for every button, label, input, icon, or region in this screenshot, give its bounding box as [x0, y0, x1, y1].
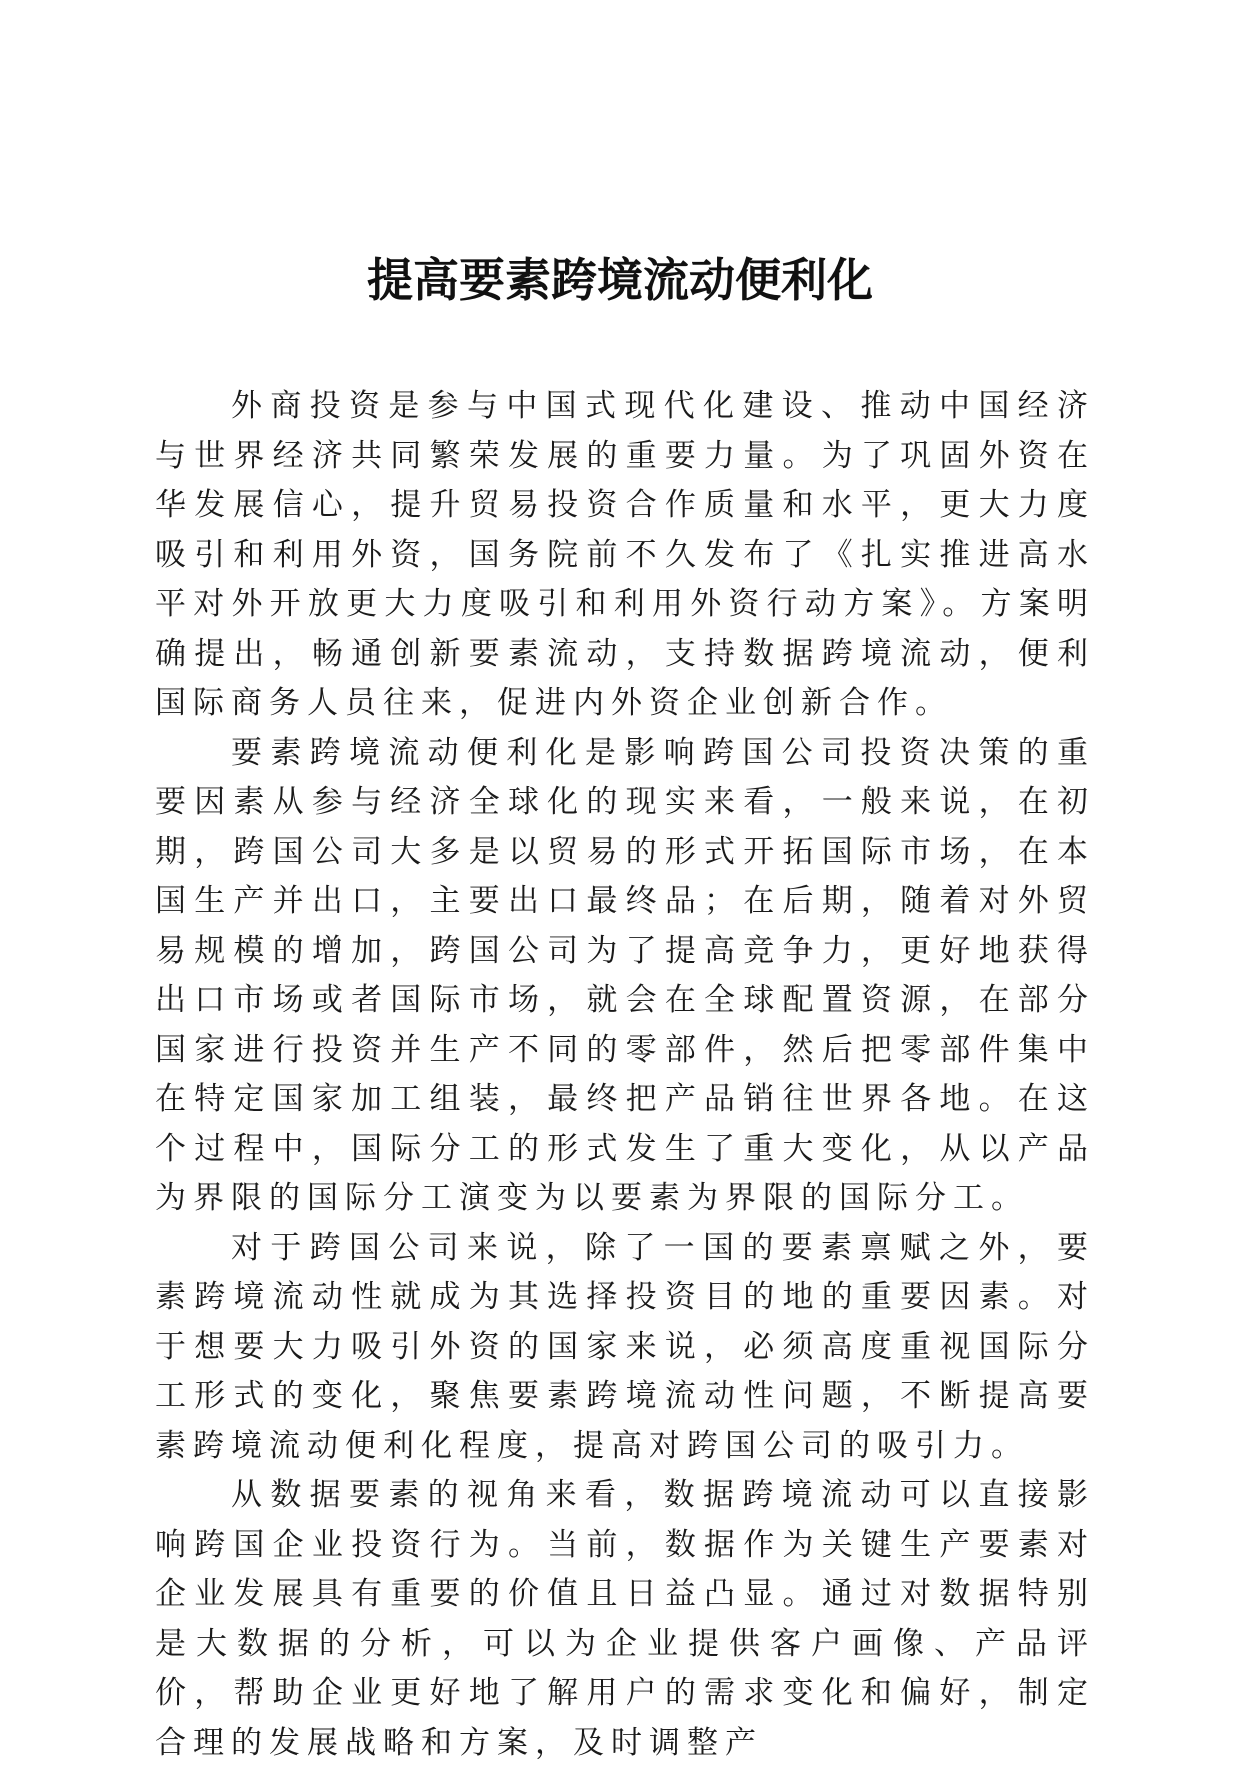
paragraph-2: 要素跨境流动便利化是影响跨国公司投资决策的重要因素从参与经济全球化的现实来看，一般来说，在初期，跨国公司大多是以贸易的形式开拓国际市场，在本国生产并出口，主要出口最终品；在后期，随着对外贸易规模的增加，跨国公司为了提高竞争力，更好地获得出口市场或者国际市场，就会在全球配置资源，在部分国家进行投资并生产不同的零部件，然后把零部件集中在特定国家加工组装，最终把产品销往世界各地。在这个过程中，国际分工的形式发生了重大变化，从以产品为界限的国际分工演变为以要素为界限的国际分工。 — [155, 734, 1095, 1216]
document-body — [155, 382, 1095, 1768]
paragraph-1: 外商投资是参与中国式现代化建设、推动中国经济与世界经济共同繁荣发展的重要力量。为了巩固外资在华发展信心，提升贸易投资合作质量和水平，更大力度吸引和利用外资，国务院前不久发布了《扎实推进高水平对外开放更大力度吸引和利用外资行动方案》。方案明确提出，畅通创新要素流动，支持数据跨境流动，便利国际商务人员往来，促进内外资企业创新合作。 — [155, 388, 1095, 721]
document-title: 提高要素跨境流动便利化 — [367, 253, 873, 307]
paragraph-3: 对于跨国公司来说，除了一国的要素禀赋之外，要素跨境流动性就成为其选择投资目的地的重要因素。对于想要大力吸引外资的国家来说，必须高度重视国际分工形式的变化，聚焦要素跨境流动性问题，不断提高要素跨境流动便利化程度，提高对跨国公司的吸引力。 — [155, 1229, 1095, 1464]
paragraph-4: 从数据要素的视角来看，数据跨境流动可以直接影响跨国企业投资行为。当前，数据作为关键生产要素对企业发展具有重要的价值且日益凸显。通过对数据特别是大数据的分析，可以为企业提供客户画像、产品评价，帮助企业更好地了解用户的需求变化和偏好，制定合理的发展战略和方案，及时调整产 — [155, 1477, 1095, 1761]
